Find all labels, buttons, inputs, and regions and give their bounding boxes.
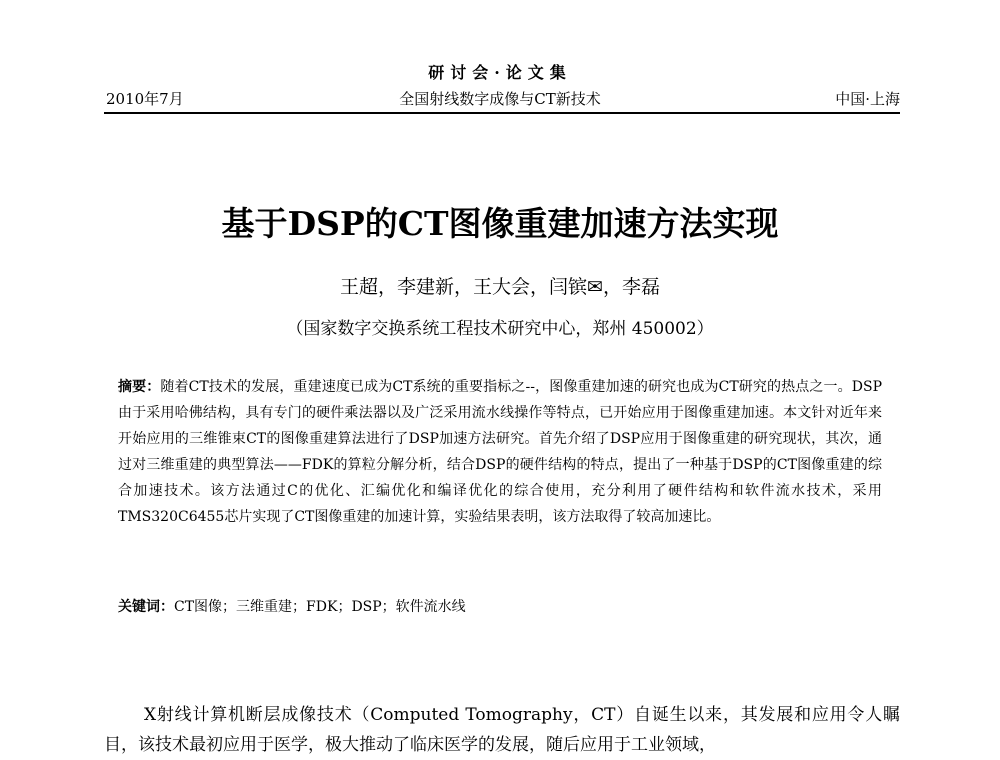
author-list: 王超，李建新，王大会，闫镔✉，李磊 (340, 276, 660, 298)
conference-location: 中国·上海 (835, 90, 900, 108)
paper-title: 基于DSP的CT图像重建加速方法实现 (221, 204, 779, 243)
keywords (118, 596, 882, 616)
series-title: 研讨会·论文集 (428, 63, 572, 82)
keywords-text: CT图像；三维重建；FDK；DSP；软件流水线 (174, 599, 466, 615)
abstract-text: 随着CT技术的发展，重建速度已成为CT系统的重要指标之--，图像重建加速的研究也成为CT研究的热点之一。DSP由于采用哈佛结构，具有专门的硬件乘法器以及广泛采用流水线操作等特点，已开始应用于图像重建加速。本文针对近年来开始应用的三维锥束CT的图像重建算法进行了DSP加速方法研究。首先介绍了DSP应用于图像重建的研究现状，其次，通过对三维重建的典型算法——FDK的算粒分解分析，结合DSP的硬件结构的特点，提出了一种基于DSP的CT图像重建的综合加速技术。该方法通过C的优化、汇编优化和编译优化的综合使用，充分利用了硬件结构和软件流水技术，采用TMS320C6455芯片实现了CT图像重建的加速计算，实验结果表明，该方法取得了较高加速比。 (118, 379, 883, 525)
publication-date: 2010年7月 (106, 90, 184, 108)
abstract-label: 摘要： (118, 379, 161, 395)
body-paragraph: X射线计算机断层成像技术（Computed Tomography，CT）自诞生以来，其发展和应用令人瞩目，该技术最初应用于医学，极大推动了临床医学的发展，随后应用于工业领域， (104, 705, 900, 755)
header-rule (104, 112, 900, 114)
abstract (118, 374, 882, 530)
keywords-label: 关键词： (118, 599, 174, 615)
conference-name: 全国射线数字成像与CT新技术 (399, 90, 601, 108)
affiliation: （国家数字交换系统工程技术研究中心，郑州 450002） (286, 319, 714, 339)
